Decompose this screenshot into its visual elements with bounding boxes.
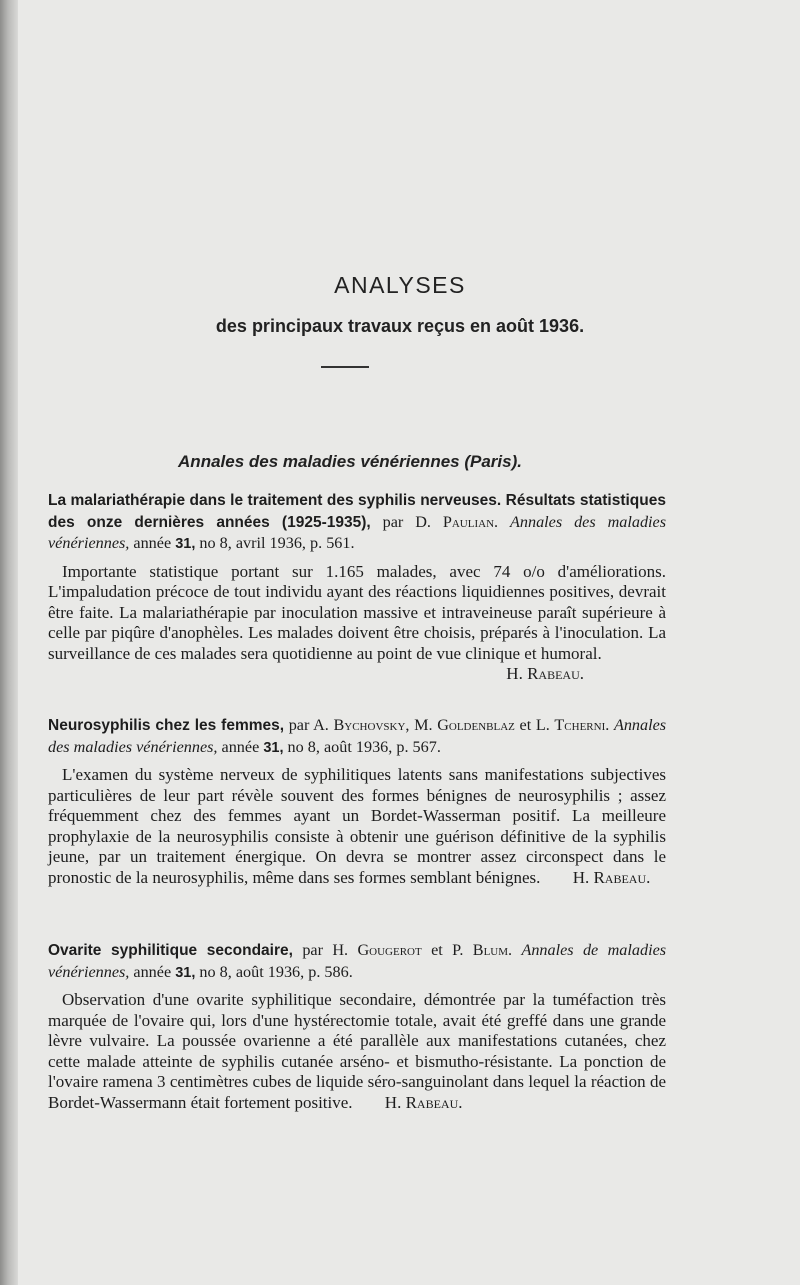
article-3-citation [48,940,666,983]
article-2-abstract-text: L'examen du système nerveux de syphilitiques latents sans manifestations subjectives particulières de leur part révèle souvent des formes bénignes de neurosyphilis ; assez fréquemment chez des femmes ayant un Bordet-Wasserman positif. La meilleure prophylaxie de la neurosyphilis consiste à obtenir une guérison définitive de la syphilis jeune, par un traitement énergique. On devra se montrer assez circonspect dans le pronostic de la neurosyphilis, même dans ses formes semblant bénignes. [48,765,666,887]
article-1-journal: Annales des maladies vénériennes, [48,512,667,552]
article-2-reviewer-name: Rabeau. [593,867,651,887]
article-2-by: par A. [288,716,329,734]
article-3-abstract-text: Observation d'une ovarite syphilitique secondaire, démontrée par la tuméfaction très marquée de l'ovaire qui, lors d'une hystérectomie totale, avait été greffé dans une grande lèvre vulvaire. La poussée ovarienne a été parallèle aux manifestations cutanées, chez cette malade atteinte de syphilis cutanée arséno- et bismutho-résistante. La ponction de l'ovaire ramena 3 centimètres cubes de liquide séro-sanguinolant dans lequel la réaction de Bordet-Wassermann était fortement positive. [48,990,666,1112]
article-2-author-3: Tcherni. [554,716,610,734]
article-2-author-2: Goldenblaz [437,716,515,734]
article-1-citation [48,490,666,555]
article-1 [48,490,666,684]
article-2-author-3-initial: L. [535,716,550,734]
article-1-volume: 31, [175,536,196,552]
article-3-issue: no 8, août 1936, p. 586. [199,962,353,981]
page-subtitle: des principaux travaux reçus en août 1936. [215,316,585,336]
article-3-title: Ovarite syphilitique secondaire, [48,942,293,959]
article-2-volume: 31, [263,739,284,756]
article-3-journal: Annales de maladies vénériennes, [48,941,667,981]
article-3-and: et P. [431,941,464,959]
article-2-title: Neurosyphilis chez les femmes, [48,717,285,734]
article-2-issue: no 8, août 1936, p. 567. [287,737,441,756]
article-1-author: Paulian. [442,512,499,531]
article-2-reviewer [573,868,651,887]
article-3-reviewer-initial: H. [384,1092,402,1112]
article-3-year-label: année [133,962,172,981]
article-3-reviewer-name: Rabeau. [405,1092,463,1112]
page-title: ANALYSES [334,272,466,298]
title-divider [321,366,369,368]
article-2-journal: Annales des maladies vénériennes, [48,716,667,756]
article-2-author-2-initial: M. [414,716,433,734]
article-3-reviewer [385,1093,463,1112]
journal-section-heading: Annales des maladies vénériennes (Paris). [178,452,522,471]
article-3-volume: 31, [175,964,196,981]
article-1-year-label: année [133,534,172,552]
article-1-reviewer-name: Rabeau. [527,664,584,684]
article-2-abstract [48,765,666,889]
article-1-title: La malariathérapie dans le traitement des syphilis nerveuses. Résultats statistiques des onze dernières années (1925-1935), [48,492,666,531]
article-1-by: par D. [382,512,431,531]
article-1-issue: no 8, avril 1936, p. 561. [199,534,355,552]
article-1-reviewer-initial: H. [506,664,523,684]
article-2-citation [48,715,666,758]
article-3 [48,940,666,1114]
article-2-year-label: année [221,737,260,756]
article-3-by: par H. [302,941,349,959]
article-3-author-2: Blum. [472,941,513,959]
article-2-author-1: Bychovsky, [333,716,410,734]
article-3-author-1: Gougerot [357,941,422,959]
article-1-reviewer [48,664,666,684]
article-3-abstract [48,990,666,1114]
article-2-reviewer-initial: H. [572,867,590,887]
article-1-abstract: Importante statistique portant sur 1.165 malades, avec 74 o/o d'améliorations. L'impaludation précoce de tout individu ayant des réactions liquidiennes positives, devrait être faite. La malariathérapie par inoculation massive et intraveineuse paraît supérieure à celle par piqûre d'anophèles. Les malades doivent être choisis, préparés à l'inoculation. La surveillance de ces malades sera quotidienne au point de vue clinique et humoral. [48,561,666,663]
article-2 [48,715,666,889]
article-2-and: et [519,716,532,734]
